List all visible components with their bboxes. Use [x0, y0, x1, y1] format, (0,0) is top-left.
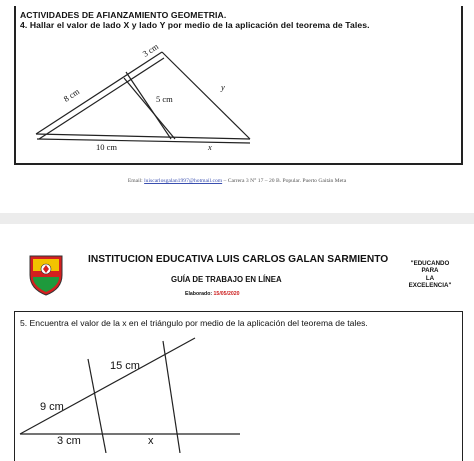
address-text: – Carrera 3 N° 17 – 20 B. Popular. Puerto Gaitán Meta	[222, 178, 347, 184]
question-4-text: 4. Hallar el valor de lado X y lado Y por medio de la aplicación del teorema de Tales.	[20, 20, 370, 30]
elaborated-line	[185, 291, 240, 297]
parallel-segment-2	[126, 72, 171, 139]
school-slogan	[395, 260, 465, 289]
question-5-text: 5. Encuentra el valor de la x en el triángulo por medio de la aplicación del teorema de tales.	[20, 318, 368, 328]
label-x: x	[148, 435, 154, 447]
contact-footer	[0, 178, 474, 184]
tales-diagram-1	[0, 0, 474, 175]
outer-right-side	[162, 52, 250, 139]
slogan-line: EXCELENCIA"	[408, 281, 452, 289]
elaborated-label: Elaborado:	[185, 291, 214, 297]
slogan-line: PARA	[421, 267, 439, 275]
transversal-line	[20, 338, 195, 434]
parallel-line-2	[163, 341, 180, 453]
elaborated-date: 15/05/2020	[213, 291, 240, 297]
triangle-base	[37, 139, 250, 143]
guide-title: GUÍA DE TRABAJO EN LÍNEA	[171, 275, 282, 284]
school-name: INSTITUCION EDUCATIVA LUIS CARLOS GALAN SARMIENTO	[88, 254, 389, 265]
tales-diagram-2	[0, 320, 474, 453]
label-9cm: 9 cm	[40, 401, 64, 413]
label-3cm: 3 cm	[57, 435, 81, 447]
label-y: y	[221, 82, 225, 92]
label-15cm: 15 cm	[110, 360, 140, 372]
email-prefix: Email:	[127, 178, 145, 184]
triangle-base-top	[36, 134, 250, 139]
label-5cm: 5 cm	[156, 94, 173, 104]
slogan-line: LA	[425, 274, 435, 282]
label-x: x	[208, 142, 212, 152]
label-8cm: 8 cm	[61, 86, 82, 104]
label-3cm: 3 cm	[140, 41, 161, 59]
parallel-segment	[124, 78, 175, 139]
activities-heading: ACTIVIDADES DE AFIANZAMIENTO GEOMETRIA.	[20, 10, 227, 20]
parallel-line-1	[88, 359, 106, 453]
outer-left-side	[36, 52, 162, 134]
outer-left-side-inner	[39, 58, 164, 139]
label-10cm: 10 cm	[96, 142, 118, 152]
page-separator	[0, 213, 474, 224]
slogan-line: "EDUCANDO	[410, 260, 450, 267]
school-shield-icon	[28, 253, 64, 297]
email-link[interactable]: luiscarlosgalan1997@hotmail.com	[144, 178, 223, 184]
